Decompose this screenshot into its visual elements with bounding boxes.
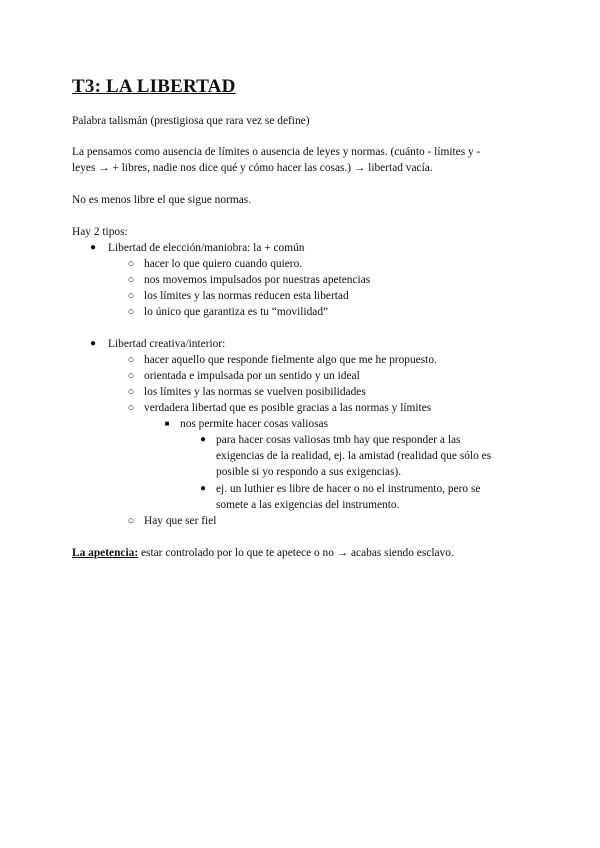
bullet-circle-icon: ○ xyxy=(127,258,135,270)
type1-label: Libertad de elección/maniobra: la + común xyxy=(108,242,305,254)
type2-item: orientada e impulsada por un sentido y un ideal xyxy=(144,370,360,382)
type1-item: nos movemos impulsados por nuestras apetencias xyxy=(144,274,371,286)
sub-sub-item-line: posible si yo respondo a sus exigencias). xyxy=(216,466,402,478)
bullet-circle-icon: ○ xyxy=(127,290,135,302)
apetencia-paragraph xyxy=(72,545,532,561)
type2-label: Libertad creativa/interior: xyxy=(108,338,226,350)
bullet-disc-icon: ● xyxy=(199,434,207,445)
bullet-circle-icon: ○ xyxy=(127,386,135,398)
definition-line-2: leyes → + libres, nadie nos dice qué y cómo hacer las cosas.) → libertad vacía. xyxy=(72,162,433,174)
bullet-square-icon: ■ xyxy=(164,419,170,428)
type1-item: los límites y las normas reducen esta libertad xyxy=(144,290,349,302)
bullet-disc-icon: ● xyxy=(89,338,97,349)
bullet-disc-icon: ● xyxy=(89,242,97,253)
sub-sub-item-line: ej. un luthier es libre de hacer o no el instrumento, pero se xyxy=(216,483,481,495)
bullet-circle-icon: ○ xyxy=(127,370,135,382)
apetencia-term: La apetencia: xyxy=(72,547,139,559)
type1-item: lo único que garantiza es tu “movilidad” xyxy=(144,306,329,318)
apetencia-definition: estar controlado por lo que te apetece o no → acabas siendo esclavo. xyxy=(138,547,454,559)
norms-paragraph: No es menos libre el que sigue normas. xyxy=(72,194,252,206)
page-title: T3: LA LIBERTAD xyxy=(72,76,236,97)
type2-item: verdadera libertad que es posible gracias a las normas y límites xyxy=(144,402,432,414)
bullet-circle-icon: ○ xyxy=(127,402,135,414)
bullet-disc-icon: ● xyxy=(199,483,207,494)
sub-sub-item-line: somete a las exigencias del instrumento. xyxy=(216,499,400,511)
type1-item: hacer lo que quiero cuando quiero. xyxy=(144,258,303,270)
sub-sub-item-line: exigencias de la realidad, ej. la amistad (realidad que sólo es xyxy=(216,450,492,462)
bullet-circle-icon: ○ xyxy=(127,354,135,366)
types-heading: Hay 2 tipos: xyxy=(72,226,128,238)
type2-item: hacer aquello que responde fielmente algo que me he propuesto. xyxy=(144,354,437,366)
type2-item: los límites y las normas se vuelven posibilidades xyxy=(144,386,366,398)
bullet-circle-icon: ○ xyxy=(127,274,135,286)
bullet-circle-icon: ○ xyxy=(127,515,135,527)
type2-last-item: Hay que ser fiel xyxy=(144,515,217,527)
bullet-circle-icon: ○ xyxy=(127,306,135,318)
sub-sub-item-line: para hacer cosas valiosas tmb hay que responder a las xyxy=(216,434,461,446)
type2-sub-item: nos permite hacer cosas valiosas xyxy=(180,418,329,430)
intro-paragraph: Palabra talismán (prestigiosa que rara vez se define) xyxy=(72,115,310,127)
definition-line-1: La pensamos como ausencia de límites o ausencia de leyes y normas. (cuánto - límites y - xyxy=(72,146,481,158)
